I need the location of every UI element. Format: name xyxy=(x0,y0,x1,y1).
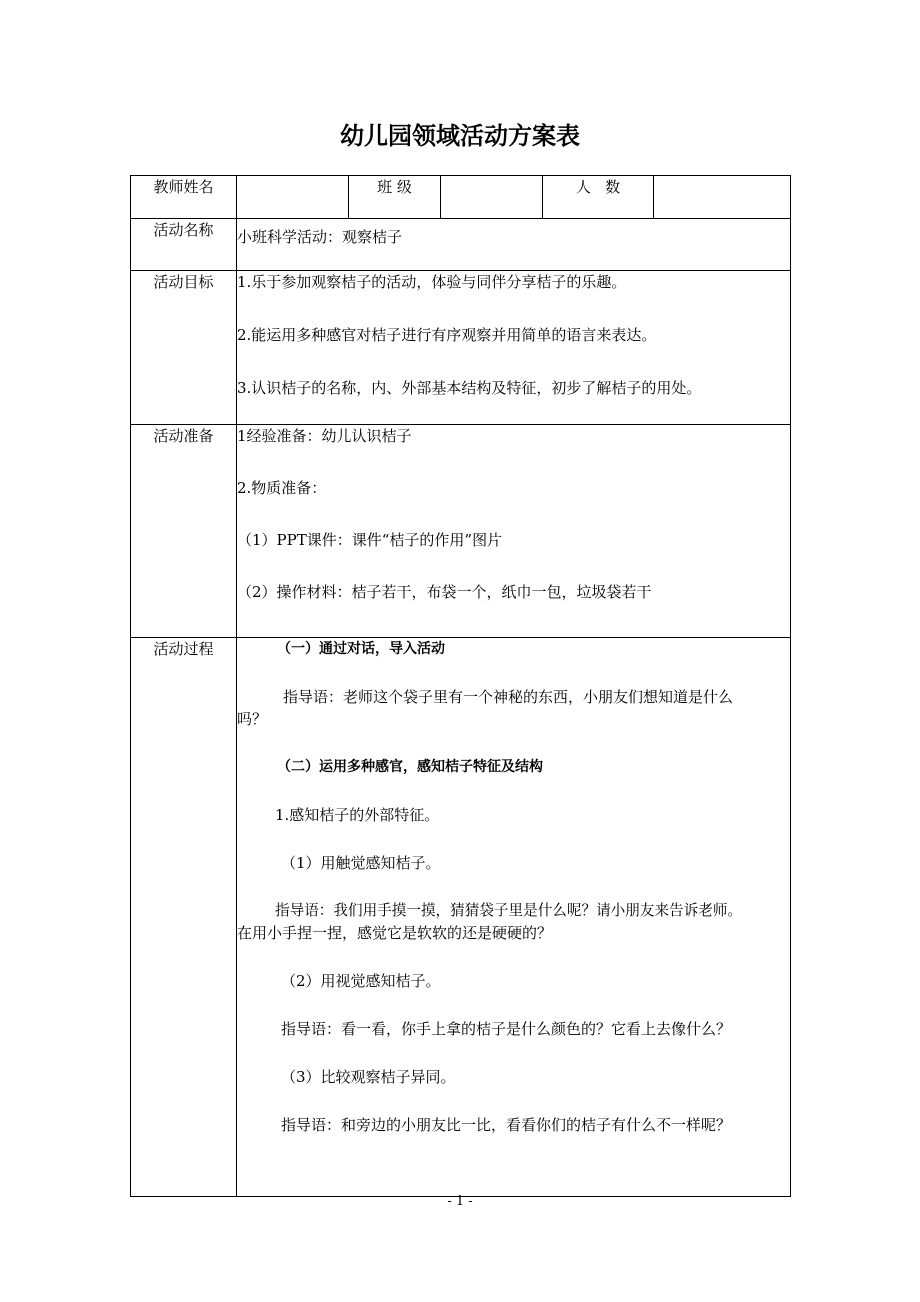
preparation-item: （1）PPT课件：课件“桔子的作用”图片 xyxy=(237,531,503,549)
preparation-item: 2.物质准备： xyxy=(237,479,327,497)
page-number: - 1 - xyxy=(447,1194,473,1209)
process-guide: 指导语：看一看，你手上拿的桔子是什么颜色的？它看上去像什么？ xyxy=(281,1020,732,1038)
preparation-label: 活动准备 xyxy=(131,425,237,638)
class-value xyxy=(441,176,543,219)
process-substep: （3）比较观察桔子异同。 xyxy=(281,1068,456,1086)
process-section-heading: （二）运用多种感官，感知桔子特征及结构 xyxy=(277,759,543,775)
process-guide-continued: 吗？ xyxy=(237,710,268,728)
process-guide: 指导语：老师这个袋子里有一个神秘的东西，小朋友们想知道是什么 xyxy=(283,688,734,706)
goal-item: 2.能运用多种感官对桔子进行有序观察并用简单的语言来表达。 xyxy=(237,326,657,344)
teacher-name-value xyxy=(237,176,349,219)
process-row xyxy=(131,638,791,1197)
activity-name-value: 小班科学活动：观察桔子 xyxy=(237,219,791,271)
preparation-content xyxy=(237,425,791,638)
goal-item: 3.认识桔子的名称，内、外部基本结构及特征，初步了解桔子的用处。 xyxy=(237,379,702,397)
activity-plan-table xyxy=(130,175,791,1197)
goal-item: 1.乐于参加观察桔子的活动，体验与同伴分享桔子的乐趣。 xyxy=(237,273,627,291)
count-label: 人 数 xyxy=(543,176,654,219)
process-substep: （2）用视觉感知桔子。 xyxy=(281,972,441,990)
process-guide-continued: 在用小手捏一捏，感觉它是软软的还是硬硬的？ xyxy=(237,924,553,942)
process-guide: 指导语：我们用手摸一摸，猜猜袋子里是什么呢？请小朋友来告诉老师。 xyxy=(275,902,743,919)
preparation-item: 1经验准备：幼儿认识桔子 xyxy=(237,427,412,445)
count-value xyxy=(654,176,791,219)
preparation-item: （2）操作材料：桔子若干，布袋一个，纸巾一包，垃圾袋若干 xyxy=(237,583,652,601)
document-title: 幼儿园领域活动方案表 xyxy=(340,122,580,150)
process-step: 1.感知桔子的外部特征。 xyxy=(275,806,440,824)
process-guide: 指导语：和旁边的小朋友比一比，看看你们的桔子有什么不一样呢？ xyxy=(281,1116,732,1134)
activity-name-label: 活动名称 xyxy=(131,219,237,271)
process-section-heading: （一）通过对话，导入活动 xyxy=(277,641,445,657)
class-label: 班 级 xyxy=(349,176,441,219)
teacher-name-label: 教师姓名 xyxy=(131,176,237,219)
goals-label: 活动目标 xyxy=(131,271,237,425)
header-row xyxy=(131,176,791,219)
process-substep: （1）用触觉感知桔子。 xyxy=(281,854,441,872)
preparation-row xyxy=(131,425,791,638)
goals-row xyxy=(131,271,791,425)
process-label: 活动过程 xyxy=(131,638,237,1197)
goals-content xyxy=(237,271,791,425)
process-content xyxy=(237,638,791,1197)
activity-name-row xyxy=(131,219,791,271)
